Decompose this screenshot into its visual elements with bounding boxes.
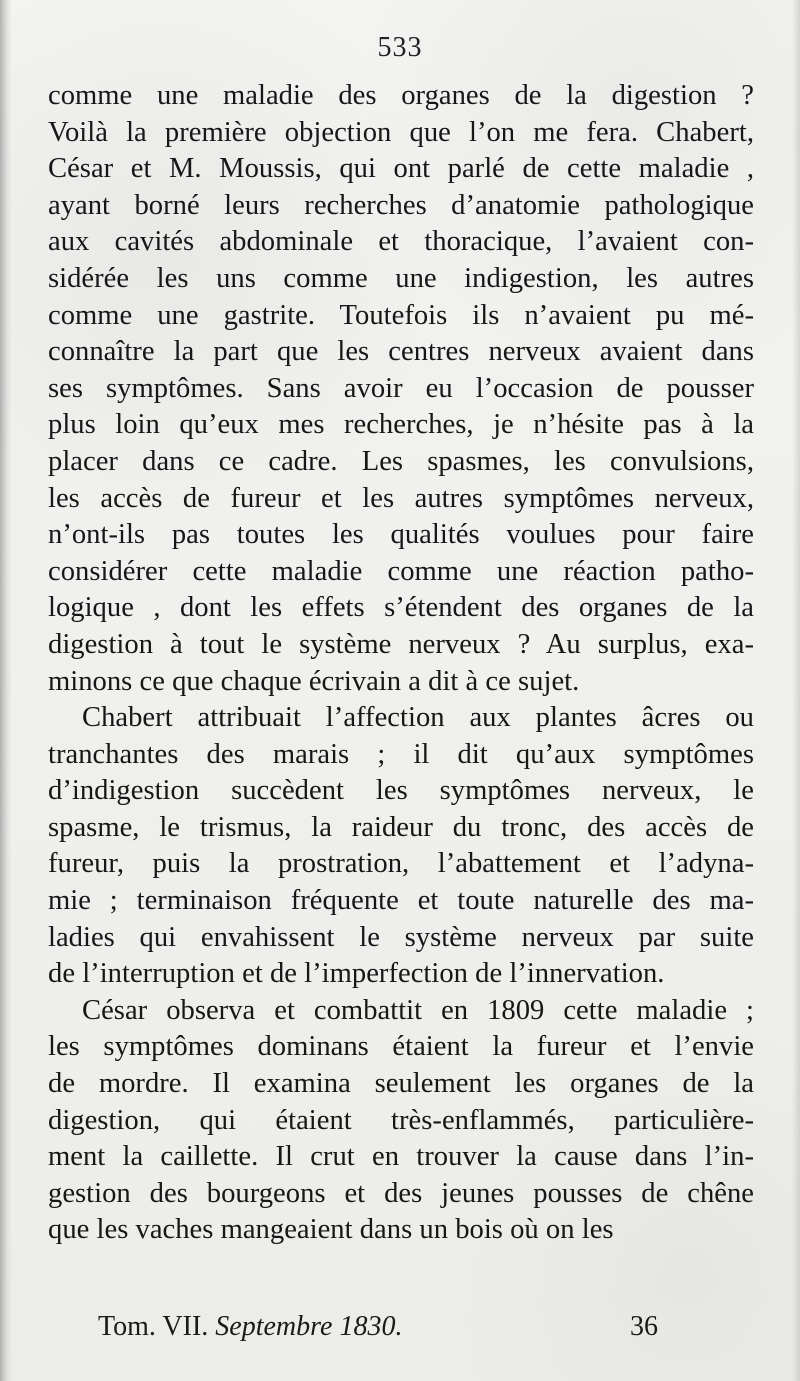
text-line: mie ; terminaison fréquente et toute naturelle des ma- (48, 885, 754, 917)
text-line: ayant borné leurs recherches d’anatomie pathologique (48, 189, 754, 221)
paragraph-start-line: César observa et combattit en 1809 cette maladie ; (82, 994, 754, 1026)
text-line: logique , dont les effets s’étendent des organes de la (48, 592, 754, 624)
body-text (48, 78, 754, 1249)
text-line: spasme, le trismus, la raideur du tronc, des accès de (48, 811, 754, 843)
text-line: n’ont-ils pas toutes les qualités voulues pour faire (48, 519, 754, 551)
text-line: ment la caillette. Il crut en trouver la cause dans l’in- (48, 1141, 754, 1173)
text-line: sidérée les uns comme une indigestion, les autres (48, 262, 754, 294)
text-line: comme une gastrite. Toutefois ils n’avaient pu mé- (48, 299, 754, 331)
footer-month-year: Septembre 1830. (215, 1311, 403, 1342)
paragraph-end-line: que les vaches mangeaient dans un bois où on les (48, 1214, 614, 1246)
footer-volume-date (98, 1310, 402, 1344)
text-line: comme une maladie des organes de la digestion ? (48, 80, 754, 111)
text-line: gestion des bourgeons et des jeunes pousses de chêne (48, 1177, 754, 1209)
paragraph-start-line: Chabert attribuait l’affection aux plantes âcres ou (82, 702, 754, 734)
text-line: considérer cette maladie comme une réaction patho- (48, 555, 754, 587)
text-line: aux cavités abdominale et thoracique, l’avaient con- (48, 226, 754, 258)
page-edge-left (0, 0, 12, 1381)
page-edge-right (792, 0, 800, 1381)
text-line: digestion à tout le système nerveux ? Au surplus, exa- (48, 628, 754, 660)
text-line: les accès de fureur et les autres symptômes nerveux, (48, 482, 754, 514)
text-line: les symptômes dominans étaient la fureur et l’envie (48, 1031, 754, 1063)
text-line: d’indigestion succèdent les symptômes nerveux, le (48, 775, 754, 807)
footer-signature: 36 (630, 1311, 658, 1342)
page-footer (98, 1310, 658, 1344)
text-line: fureur, puis la prostration, l’abattement et l’adyna- (48, 848, 754, 880)
text-line: Voilà la première objection que l’on me fera. Chabert, (48, 116, 754, 148)
text-line: de mordre. Il examina seulement les organes de la (48, 1068, 754, 1100)
page-number: 533 (377, 32, 423, 63)
text-line: ses symptômes. Sans avoir eu l’occasion de pousser (48, 372, 754, 404)
paragraph-end-line: minons ce que chaque écrivain a dit à ce sujet. (48, 665, 580, 697)
text-line: tranchantes des marais ; il dit qu’aux symptômes (48, 738, 754, 770)
paragraph-end-line: de l’interruption et de l’imperfection de l’innervation. (48, 958, 665, 990)
text-line: connaître la part que les centres nerveux avaient dans (48, 336, 754, 368)
text-line: placer dans ce cadre. Les spasmes, les convulsions, (48, 445, 754, 477)
text-line: plus loin qu’eux mes recherches, je n’hésite pas à la (48, 409, 754, 441)
text-line: digestion, qui étaient très-enflammés, particulière- (48, 1104, 754, 1136)
footer-volume: Tom. VII. (98, 1311, 209, 1342)
text-line: César et M. Moussis, qui ont parlé de cette maladie , (48, 153, 754, 185)
text-line: ladies qui envahissent le système nerveux par suite (48, 921, 754, 953)
